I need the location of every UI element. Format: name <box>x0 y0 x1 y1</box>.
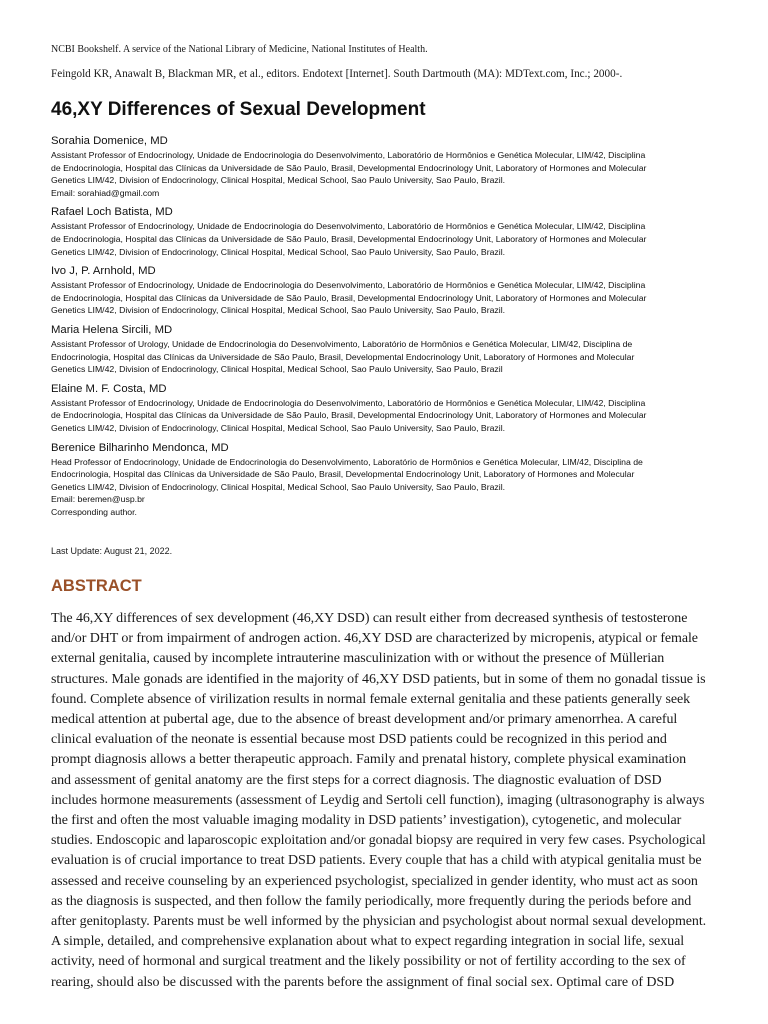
abstract-line: prompt diagnosis allows a better therapeutic approach. Family and prenatal history, complete physical examination <box>51 752 687 768</box>
author-affiliation-line: Genetics LIM/42, Division of Endocrinology, Clinical Hospital, Medical School, Sao Paulo University, Sao Paulo, Brazil. <box>51 175 506 186</box>
author-affiliation-line: de Endocrinologia, Hospital das Clínicas da Universidade de São Paulo, Brasil, Developmental Endocrinology Unit, Laboratory of Hormones and Molecular <box>51 162 647 173</box>
author-affiliation-line: de Endocrinologia, Hospital das Clínicas da Universidade de São Paulo, Brasil, Developmental Endocrinology Unit, Laboratory of Hormones and Molecular <box>51 410 647 421</box>
author-block <box>51 134 717 199</box>
author-list <box>51 134 717 524</box>
author-affiliation-line: Assistant Professor of Urology, Unidade de Endocrinologia do Desenvolvimento, Laboratório de Hormônios e Genética Molecular, LIM/42, Disciplina de <box>51 338 633 349</box>
author-affiliation-line: Assistant Professor of Endocrinology, Unidade de Endocrinologia do Desenvolvimento, Laboratório de Hormônios e Genética Molecular, LIM/42, Disciplina <box>51 221 646 232</box>
author-affiliation-line: Genetics LIM/42, Division of Endocrinology, Clinical Hospital, Medical School, Sao Paulo University, Sao Paulo, Brazil <box>51 364 503 375</box>
author-affiliation-line: Endocrinologia, Hospital das Clínicas da Universidade de São Paulo, Brasil, Developmental Endocrinology Unit, Laboratory of Hormones and Molecular <box>51 351 635 362</box>
abstract-line: as the diagnosis is suspected, and then follow the family periodically, more frequently during the periods before and <box>51 893 692 909</box>
source-line: NCBI Bookshelf. A service of the National Library of Medicine, National Institutes of Health. <box>51 44 428 55</box>
abstract-line: external genitalia, caused by incomplete intrauterine masculinization with or without the presence of Müllerian <box>51 651 665 667</box>
author-email: Email: beremen@usp.br <box>51 494 145 505</box>
abstract-line: A simple, detailed, and comprehensive explanation about what to expect regarding integration in social life, sexual <box>51 934 685 950</box>
abstract-line: medical attention at pubertal age, due to the absence of breast development and/or primary amenorrhea. A careful <box>51 712 678 728</box>
author-email: Email: sorahiad@gmail.com <box>51 187 160 198</box>
author-affiliation-line: Head Professor of Endocrinology, Unidade de Endocrinologia do Desenvolvimento, Laboratório de Hormônios e Genética Molecular, LIM/42, Disciplina de <box>51 456 643 467</box>
author-affiliation-line: Assistant Professor of Endocrinology, Unidade de Endocrinologia do Desenvolvimento, Laboratório de Hormônios e Genética Molecular, LIM/42, Disciplina <box>51 397 646 408</box>
author-affiliation-line: Genetics LIM/42, Division of Endocrinology, Clinical Hospital, Medical School, Sao Paulo University, Sao Paulo, Brazil. <box>51 422 506 433</box>
author-affiliation-line: de Endocrinologia, Hospital das Clínicas da Universidade de São Paulo, Brasil, Developmental Endocrinology Unit, Laboratory of Hormones and Molecular <box>51 292 647 303</box>
author-block <box>51 264 717 317</box>
author-affiliation-line: Endocrinologia, Hospital das Clínicas da Universidade de São Paulo, Brasil, Developmental Endocrinology Unit, Laboratory of Hormones and Molecular <box>51 469 635 480</box>
author-block <box>51 441 717 519</box>
abstract-line: The 46,XY differences of sex development (46,XY DSD) can result either from decreased synthesis of testosterone <box>51 611 688 626</box>
author-name: Maria Helena Sircili, MD <box>51 323 173 336</box>
author-name: Sorahia Domenice, MD <box>51 135 168 147</box>
abstract-line: and assessment of genital anatomy are the first steps for a correct diagnosis. The diagnostic evaluation of DSD <box>51 772 662 788</box>
last-update: Last Update: August 21, 2022. <box>51 546 173 556</box>
author-affiliation-line: Genetics LIM/42, Division of Endocrinology, Clinical Hospital, Medical School, Sao Paulo University, Sao Paulo, Brazil. <box>51 481 506 492</box>
abstract-line: the first and often the most valuable imaging modality in DSD patients’ investigation), cytogenetic, and molecular <box>51 813 682 829</box>
page-title: 46,XY Differences of Sexual Development <box>51 99 426 120</box>
abstract-line: rearing, should also be discussed with the parents before the assignment of final social sex. Optimal care of DSD <box>51 974 675 990</box>
author-name: Berenice Bilharinho Mendonca, MD <box>51 441 229 454</box>
author-affiliation-line: de Endocrinologia, Hospital das Clínicas da Universidade de São Paulo, Brasil, Developmental Endocrinology Unit, Laboratory of Hormones and Molecular <box>51 233 647 244</box>
abstract-line: and/or DHT or from impairment of androgen action. 46,XY DSD are characterized by micropenis, atypical or female <box>51 631 698 647</box>
abstract-heading: ABSTRACT <box>51 577 142 595</box>
abstract-line: clinical evaluation of the neonate is essential because most DSD patients could be recognized in this period and <box>51 732 667 748</box>
author-affiliation-line: Corresponding author. <box>51 506 137 517</box>
abstract-line: studies. Endoscopic and laparoscopic exploitation and/or gonadal biopsy are required in very few cases. Psychological <box>51 833 706 849</box>
abstract-body <box>51 609 721 993</box>
author-affiliation-line: Genetics LIM/42, Division of Endocrinology, Clinical Hospital, Medical School, Sao Paulo University, Sao Paulo, Brazil. <box>51 246 506 257</box>
abstract-line: after genitoplasty. Parents must be well informed by the physician and psychologist about normal sexual development. <box>51 914 707 930</box>
author-affiliation-line: Assistant Professor of Endocrinology, Unidade de Endocrinologia do Desenvolvimento, Laboratório de Hormônios e Genética Molecular, LIM/42, Disciplina <box>51 150 646 160</box>
author-affiliation-line: Assistant Professor of Endocrinology, Unidade de Endocrinologia do Desenvolvimento, Laboratório de Hormônios e Genética Molecular, LIM/42, Disciplina <box>51 280 646 291</box>
abstract-line: activity, need of hormonal and surgical treatment and the likely possibility or not of fertility according to the sex of <box>51 954 686 970</box>
abstract-line: includes hormone measurements (assessment of Leydig and Sertoli cell function), imaging (ultrasonography is always <box>51 792 705 808</box>
abstract-line: assessed and receive counseling by an experienced psychologist, specialized in gender identity, who must act as soon <box>51 873 698 889</box>
abstract-line: evaluation is of crucial importance to treat DSD patients. Every couple that has a child with atypical genitalia must be <box>51 853 702 869</box>
author-affiliation-line: Genetics LIM/42, Division of Endocrinology, Clinical Hospital, Medical School, Sao Paulo University, Sao Paulo, Brazil. <box>51 305 506 316</box>
author-name: Rafael Loch Batista, MD <box>51 206 173 219</box>
author-name: Elaine M. F. Costa, MD <box>51 382 167 395</box>
author-name: Ivo J, P. Arnhold, MD <box>51 265 156 278</box>
author-block <box>51 382 717 435</box>
citation-line: Feingold KR, Anawalt B, Blackman MR, et al., editors. Endotext [Internet]. South Dartmouth (MA): MDText.com, Inc.; 2000-. <box>51 68 623 80</box>
author-block <box>51 205 717 258</box>
author-block <box>51 323 717 376</box>
abstract-line: found. Complete absence of virilization results in normal female external genitalia and these patients generally seek <box>51 691 691 707</box>
abstract-line: structures. Male gonads are identified in the majority of 46,XY DSD patients, but in some of them no gonadal tissue is <box>51 671 706 687</box>
